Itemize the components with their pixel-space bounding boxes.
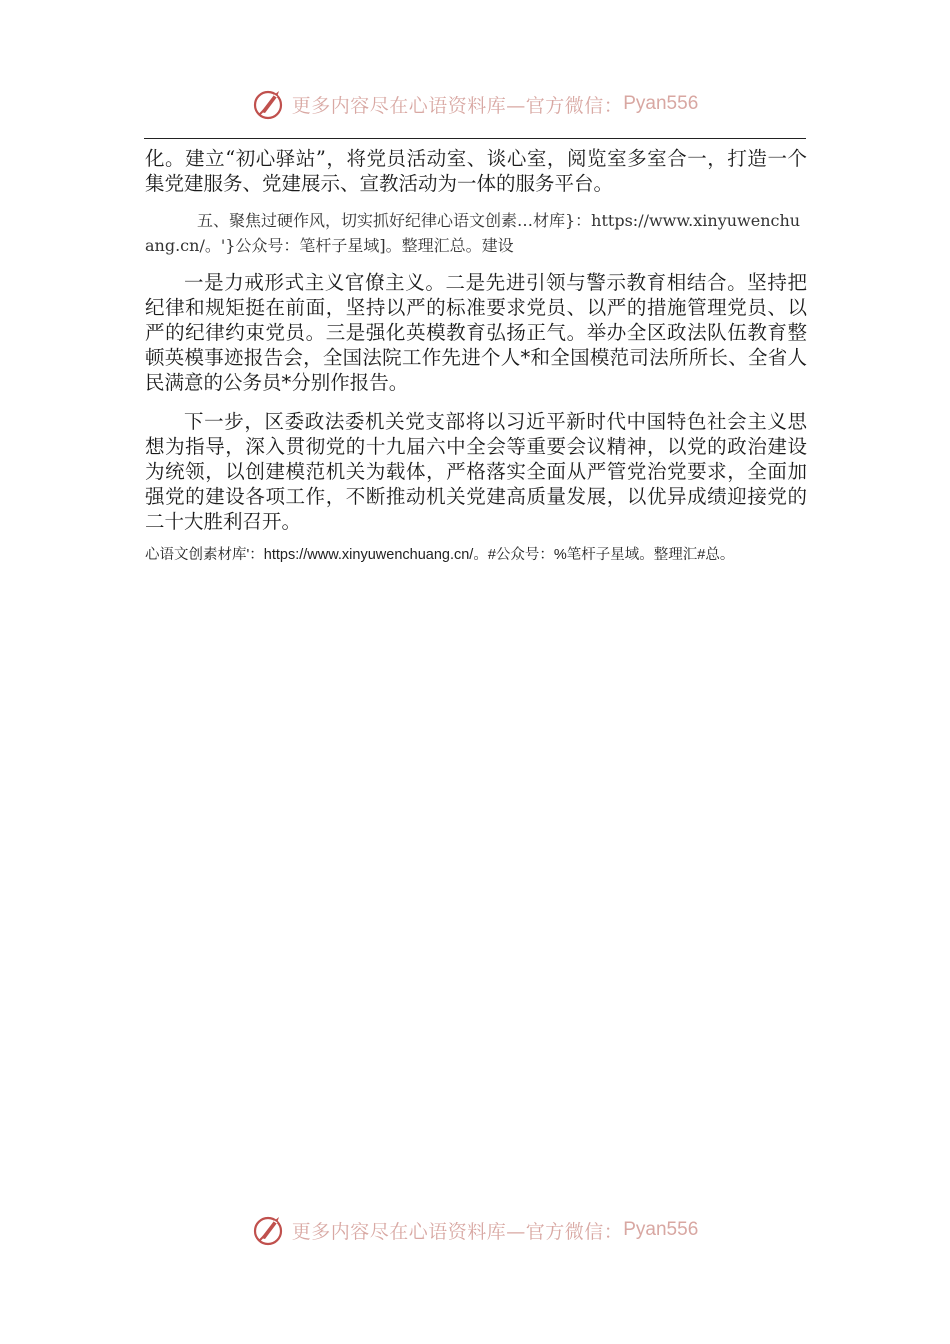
footer-banner-text: 更多内容尽在心语资料库—官方微信：: [291, 1220, 624, 1243]
paragraph-3: 一是力戒形式主义官僚主义。二是先进引领与警示教育相结合。坚持把纪律和规矩挺在前面，坚持以严的标准要求党员、以严的措施管理党员、以严的纪律约束党员。三是强化英模教育弘扬正气。举办全区政法队伍教育整顿英模事迹报告会，全国法院工作先进个人*和全国模范司法所所长、全省人民满意的公务员*分别作报告。: [145, 271, 807, 394]
header-wechat-id: Pyan556: [623, 93, 699, 114]
paragraph-4: 下一步，区委政法委机关党支部将以习近平新时代中国特色社会主义思想为指导，深入贯彻党的十九届六中全会等重要会议精神，以党的政治建设为统领，以创建模范机关为载体，严格落实全面从严管党治党要求，全面加强党的建设各项工作，不断推动机关党建高质量发展，以优异成绩迎接党的二十大胜利召开。: [145, 410, 807, 533]
paragraph-1: 化。建立“初心驿站”，将党员活动室、谈心室，阅览室多室合一，打造一个集党建服务、党建展示、宣教活动为一体的服务平台。: [145, 147, 807, 195]
footer-wechat-id: Pyan556: [623, 1219, 699, 1240]
header-banner-text: 更多内容尽在心语资料库—官方微信：: [291, 94, 624, 117]
paragraph-2-section-heading: 五、聚焦过硬作风，切实抓好纪律心语文创素…材库}：https://www.xinyuwenchuang.cn/。'}公众号：笔杆子星域]。整理汇总。建设: [145, 211, 801, 255]
header-banner: [0, 82, 950, 126]
document-body: [145, 146, 807, 566]
quill-pen-logo-icon: [252, 86, 288, 122]
header-divider: [144, 138, 806, 139]
quill-pen-logo-icon: [252, 1212, 288, 1248]
footer-banner: [0, 1208, 950, 1252]
source-watermark-line: 心语文创素材库'：https://www.xinyuwenchuang.cn/。#公众号：%笔杆子星域。整理汇#总。: [145, 547, 735, 563]
